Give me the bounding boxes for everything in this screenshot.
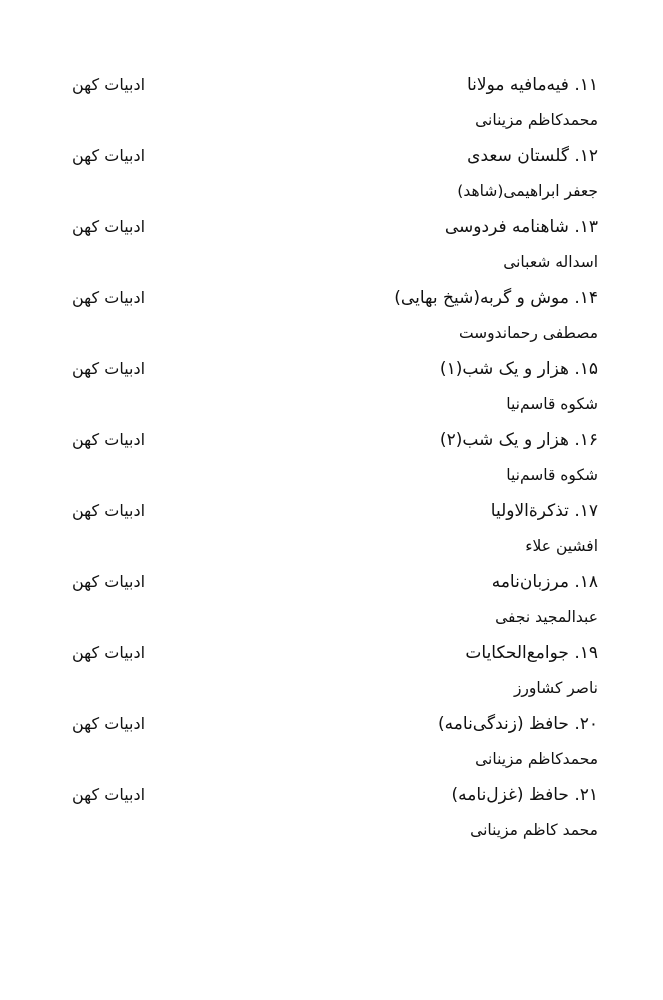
book-title: ۱۵. هزار و یک شب(۱) xyxy=(439,359,598,379)
book-author: محمدکاظم مزینانی xyxy=(475,111,598,129)
book-category: ادبیات کهن xyxy=(72,146,146,165)
list-item xyxy=(0,567,663,638)
book-category: ادبیات کهن xyxy=(72,430,146,449)
book-author: محمدکاظم مزینانی xyxy=(475,750,598,768)
list-item xyxy=(0,141,663,212)
list-item xyxy=(0,496,663,567)
book-title: ۲۱. حافظ (غزل‌نامه) xyxy=(451,785,598,805)
list-item xyxy=(0,70,663,141)
book-title: ۱۶. هزار و یک شب(۲) xyxy=(439,430,598,450)
list-item xyxy=(0,638,663,709)
book-author: جعفر ابراهیمی(شاهد) xyxy=(457,182,598,200)
book-title: ۱۸. مرزبان‌نامه xyxy=(491,572,598,592)
book-title: ۲۰. حافظ (زندگی‌نامه) xyxy=(438,714,598,734)
book-title: ۱۴. موش و گربه(شیخ بهایی) xyxy=(394,288,598,308)
book-category: ادبیات کهن xyxy=(72,572,146,591)
book-author: اسداله شعبانی xyxy=(503,253,598,271)
book-category: ادبیات کهن xyxy=(72,501,146,520)
book-category: ادبیات کهن xyxy=(72,785,146,804)
book-author: عبدالمجید نجفی xyxy=(495,608,598,626)
book-category: ادبیات کهن xyxy=(72,288,146,307)
book-list xyxy=(0,70,663,851)
book-category: ادبیات کهن xyxy=(72,359,146,378)
book-author: شکوه قاسم‌نیا xyxy=(506,395,598,413)
list-item xyxy=(0,780,663,851)
list-item xyxy=(0,283,663,354)
book-author: ناصر کشاورز xyxy=(513,679,598,697)
book-category: ادبیات کهن xyxy=(72,643,146,662)
book-title: ۱۹. جوامع‌الحکایات xyxy=(465,643,598,663)
book-title: ۱۱. فیه‌مافیه مولانا xyxy=(467,75,598,95)
list-item xyxy=(0,709,663,780)
book-category: ادبیات کهن xyxy=(72,217,146,236)
book-title: ۱۷. تذکرةالاولیا xyxy=(490,501,598,521)
list-item xyxy=(0,425,663,496)
book-category: ادبیات کهن xyxy=(72,75,146,94)
book-author: افشین علاء xyxy=(525,537,598,555)
book-title: ۱۲. گلستان سعدی xyxy=(467,146,598,166)
book-author: مصطفی رحماندوست xyxy=(458,324,598,342)
book-author: شکوه قاسم‌نیا xyxy=(506,466,598,484)
book-author: محمد کاظم مزینانی xyxy=(470,821,598,839)
book-title: ۱۳. شاهنامه فردوسی xyxy=(444,217,598,237)
list-item xyxy=(0,354,663,425)
list-item xyxy=(0,212,663,283)
book-category: ادبیات کهن xyxy=(72,714,146,733)
